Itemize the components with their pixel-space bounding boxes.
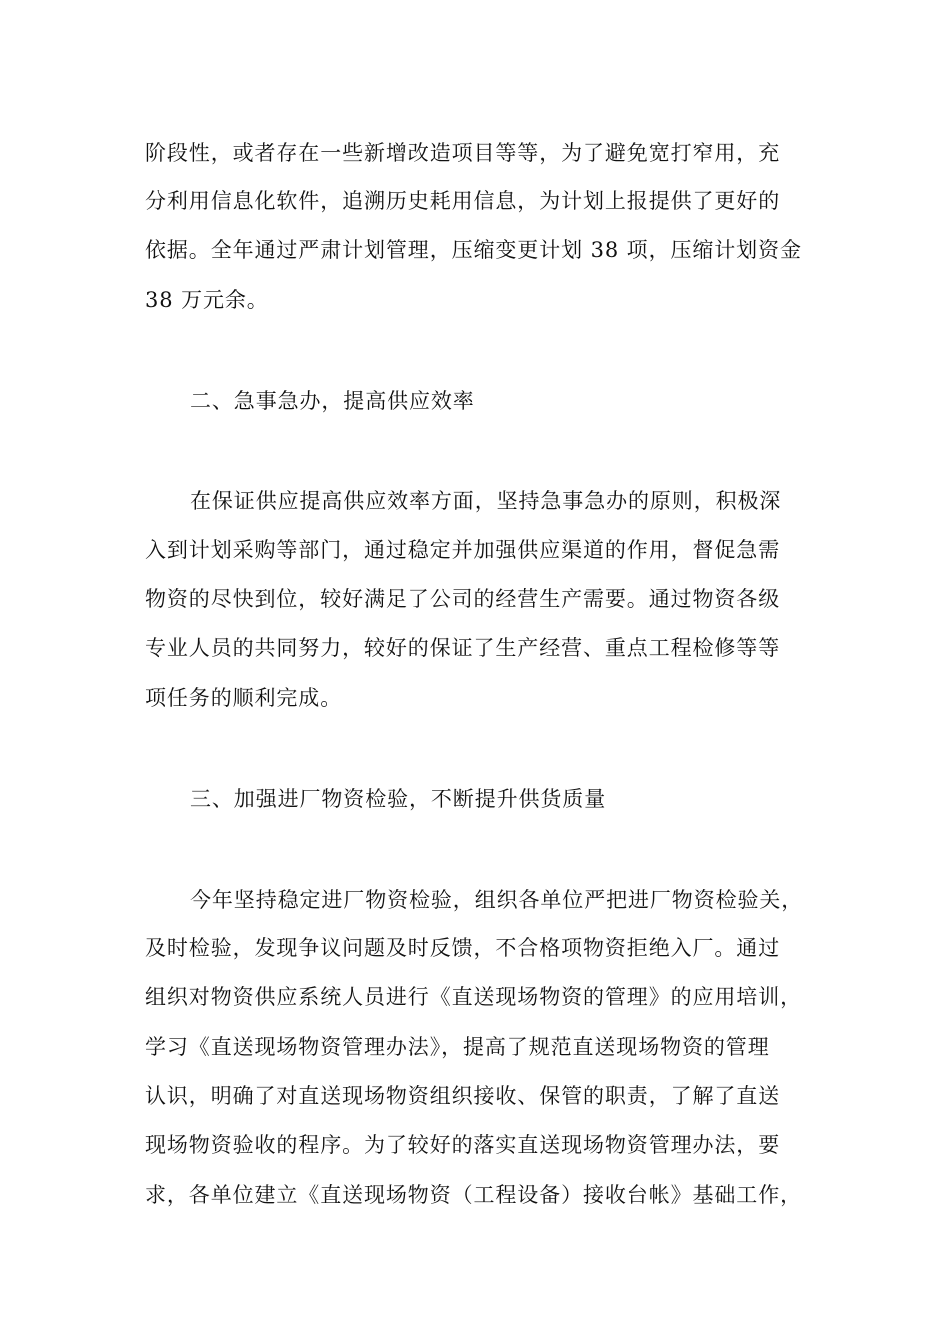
paragraph-1-line-4: 38 万元余。 (145, 288, 269, 312)
paragraph-3-line-2: 及时检验，发现争议问题及时反馈，不合格项物资拒绝入厂。通过 (145, 936, 781, 960)
section-heading-3: 三、加强进厂物资检验，不断提升供货质量 (190, 787, 607, 811)
paragraph-1-line-1: 阶段性，或者存在一些新增改造项目等等，为了避免宽打窄用，充 (145, 141, 781, 165)
paragraph-3-line-3: 组织对物资供应系统人员进行《直送现场物资的管理》的应用培训， (145, 985, 802, 1009)
paragraph-1-line-2: 分利用信息化软件，追溯历史耗用信息，为计划上报提供了更好的 (145, 189, 781, 213)
paragraph-2-line-1: 在保证供应提高供应效率方面，坚持急事急办的原则，积极深 (190, 489, 782, 513)
paragraph-3-line-5: 认识，明确了对直送现场物资组织接收、保管的职责，了解了直送 (145, 1084, 781, 1108)
paragraph-3-line-1: 今年坚持稳定进厂物资检验，组织各单位严把进厂物资检验关， (190, 888, 804, 912)
paragraph-2-line-3: 物资的尽快到位，较好满足了公司的经营生产需要。通过物资各级 (145, 587, 781, 611)
section-heading-2: 二、急事急办，提高供应效率 (190, 389, 475, 413)
paragraph-3-line-4: 学习《直送现场物资管理办法》，提高了规范直送现场物资的管理 (145, 1035, 770, 1059)
paragraph-1-line-3: 依据。全年通过严肃计划管理，压缩变更计划 38 项，压缩计划资金 (145, 238, 802, 262)
paragraph-3-line-7: 求，各单位建立《直送现场物资（工程设备）接收台帐》基础工作， (145, 1183, 802, 1207)
paragraph-2-line-5: 项任务的顺利完成。 (145, 686, 343, 710)
paragraph-2-line-4: 专业人员的共同努力，较好的保证了生产经营、重点工程检修等等 (145, 636, 781, 660)
paragraph-2-line-2: 入到计划采购等部门，通过稳定并加强供应渠道的作用，督促急需 (145, 538, 781, 562)
paragraph-3-line-6: 现场物资验收的程序。为了较好的落实直送现场物资管理办法，要 (145, 1133, 781, 1157)
